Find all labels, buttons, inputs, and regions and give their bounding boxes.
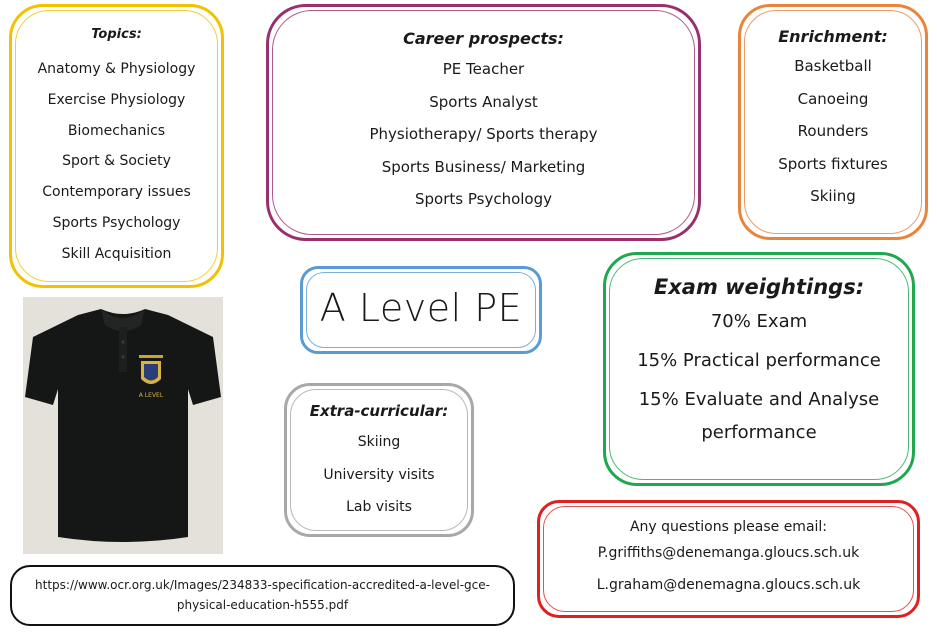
career-item: Sports Psychology (415, 190, 552, 208)
enrichment-box (738, 4, 928, 240)
exam-item: 70% Exam (710, 311, 808, 332)
exam-item: 15% Evaluate and Analyse performance (638, 389, 880, 443)
specification-link[interactable]: https://www.ocr.org.uk/Images/234833-specification-accredited-a-level-gce-physical-education-h555.pdf (35, 578, 490, 612)
extra-item: Skiing (357, 434, 401, 450)
shirt-badge-text: A LEVEL (138, 392, 164, 399)
polo-shirt-image (23, 297, 223, 554)
contact-label: Any questions please email: (629, 519, 828, 535)
topic-item: Contemporary issues (42, 184, 191, 201)
email-link[interactable]: P.griffiths@denemanga.gloucs.sch.uk (597, 545, 860, 561)
exam-item: 15% Practical performance (637, 350, 881, 371)
topics-heading: Topics: (91, 27, 142, 42)
enrichment-heading: Enrichment: (778, 27, 888, 46)
title-box (300, 266, 542, 354)
enrichment-item: Basketball (794, 57, 872, 75)
enrichment-item: Rounders (797, 122, 869, 140)
topic-item: Anatomy & Physiology (37, 61, 196, 77)
specification-link-box (10, 565, 515, 626)
page-title: A Level PE (319, 286, 523, 330)
career-item: Sports Business/ Marketing (381, 157, 586, 176)
extra-item: University visits (323, 466, 435, 483)
career-item: PE Teacher (442, 60, 525, 78)
topics-box (9, 4, 224, 288)
topic-item: Sports Psychology (52, 214, 181, 231)
polo-shirt-photo (23, 297, 223, 554)
exam-heading: Exam weightings: (653, 275, 865, 299)
email-link[interactable]: L.graham@denemagna.gloucs.sch.uk (596, 577, 861, 593)
topic-item: Skill Acquisition (61, 245, 172, 262)
career-heading: Career prospects: (403, 29, 564, 48)
contact-box (537, 500, 920, 618)
topic-item: Exercise Physiology (47, 91, 186, 108)
exam-weightings-box (603, 252, 915, 486)
career-item: Sports Analyst (429, 92, 538, 111)
topic-item: Sport & Society (62, 153, 171, 170)
topic-item: Biomechanics (67, 122, 166, 139)
extra-heading: Extra-curricular: (309, 402, 449, 420)
extra-item: Lab visits (346, 499, 412, 515)
extra-curricular-box (284, 383, 474, 537)
enrichment-item: Skiing (810, 187, 856, 205)
career-item: Physiotherapy/ Sports therapy (369, 125, 598, 143)
enrichment-item: Sports fixtures (778, 154, 888, 173)
career-box (266, 4, 701, 241)
enrichment-item: Canoeing (797, 89, 869, 108)
